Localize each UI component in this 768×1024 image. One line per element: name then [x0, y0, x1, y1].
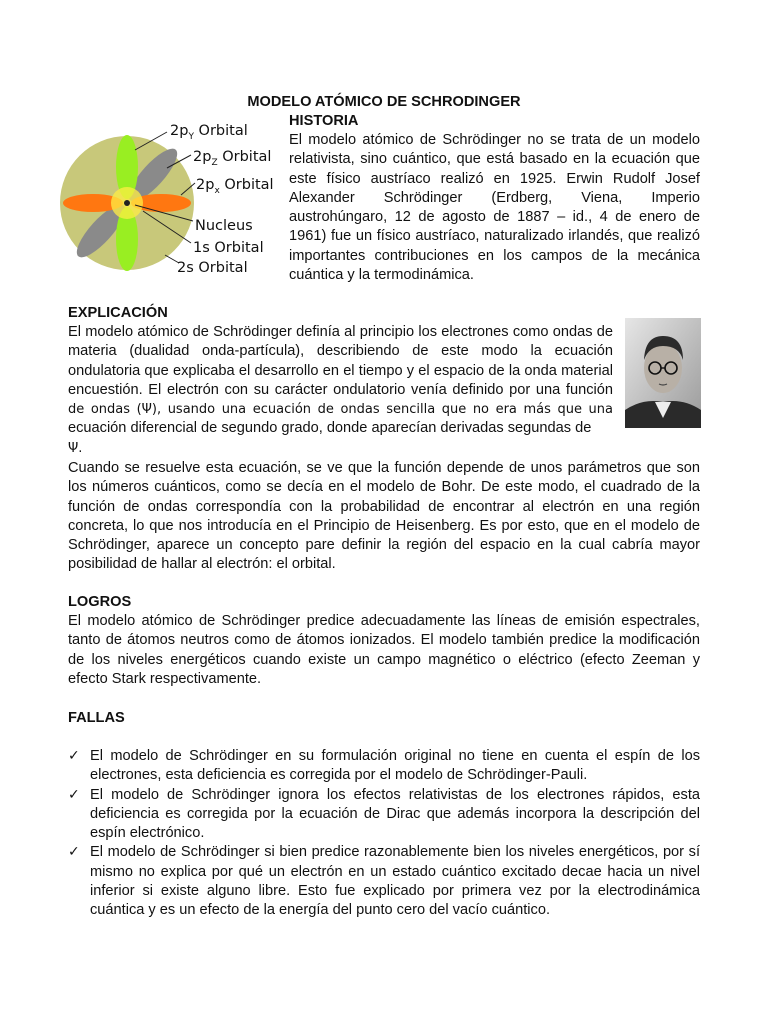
explicacion-text-d: Ψ. [68, 440, 83, 456]
portrait-image [625, 318, 701, 428]
label-1s-orbital: 1s Orbital [193, 240, 264, 256]
explicacion-text-c: ecuación diferencial de segundo grado, donde aparecían derivadas segundas de [68, 420, 592, 437]
label-nucleus: Nucleus [195, 218, 253, 234]
label-2pz-orbital: $2p_Z$ Orbital [193, 149, 272, 168]
list-item [68, 843, 700, 920]
explicacion-paragraph-2: Cuando se resuelve esta ecuación, se ve que la función depende de unos parámetros que son los números cuánticos, como se decía en el modelo de Bohr. De este modo, el cuadrado de la función de ondas correspondía con la probabilidad de encontrar al electrón en una región concreta, lo que nos introducía en el Principio de Heisenberg. Es por esto, que en el modelo de Schrödinger, aparece un concepto pare definir la región del espacio en la cual cabría mayor posibilidad de hallar al electrón: el orbital. [68, 460, 700, 573]
explicacion-text-a: El modelo atómico de Schrödinger definía al principio los electrones como ondas de materia (dualidad onda-partícula), describiendo de este modo la ecuación ondulatoria que explicaba el desarrollo en el tiempo y el espacio de la onda material encuestión. El electrón con su carácter ondulatorio venía definido por una función [68, 324, 613, 398]
historia-heading: HISTORIA [289, 113, 359, 129]
schrodinger-portrait [625, 318, 701, 428]
explicacion-heading: EXPLICACIÓN [68, 305, 168, 321]
list-item [68, 747, 700, 786]
logros-heading: LOGROS [68, 594, 132, 610]
list-item [68, 786, 700, 844]
falla-text: El modelo de Schrödinger en su formulación original no tiene en cuenta el espín de los electrones, esta deficiencia es corregida por el modelo de Schrödinger-Pauli. [90, 748, 700, 784]
orbital-diagram [55, 115, 285, 280]
falla-text: El modelo de Schrödinger ignora los efectos relativistas de los electrones rápidos, esta deficiencia es corregida por la ecuación de Dirac que además incorpora la descripción del espín electrónico. [90, 786, 700, 842]
fallas-heading: FALLAS [68, 710, 125, 726]
nucleus-dot [124, 200, 130, 206]
label-2py-orbital: $2p_Y$ Orbital [170, 123, 248, 142]
logros-paragraph: El modelo atómico de Schrödinger predice adecuadamente las líneas de emisión espectrales, tanto de átomos neutros como de átomos ionizados. El modelo también predice la modificación de los niveles energéticos cuando existe un campo magnético o eléctrico (efecto Zeeman y efecto Stark respectivamente. [68, 613, 700, 687]
falla-text: El modelo de Schrödinger si bien predice razonablemente bien los niveles energéticos, por sí mismo no explica por qué un electrón en un estado cuántico excitado decae hacia un nivel inferior si existe alguno libre. Esto fue explicado por primera vez por la electrodinámica cuántica y es un efecto de la energía del punto cero del vacío cuántico. [90, 844, 700, 919]
explicacion-paragraph-1 [68, 323, 613, 458]
checkmark-icon: ✓ [68, 748, 80, 764]
fallas-list [68, 747, 700, 921]
historia-paragraph: El modelo atómico de Schrödinger no se trata de un modelo relativista, sino cuántico, que está basado en la ecuación que este físico austríaco realizó en 1925. Erwin Rudolf Josef Alexander Schrödinger (Erdberg, Viena, Imperio austrohúngaro, 12 de agosto de 1887 – id., 4 de enero de 1961) fue un físico austríaco, naturalizado irlandés, que realizó importantes contribuciones en los campos de la mecánica cuántica y la termodinámica. [289, 132, 700, 284]
explicacion-text-b: de ondas (Ψ), usando una ecuación de ondas sencilla que no era más que una [68, 402, 613, 418]
checkmark-icon: ✓ [68, 844, 80, 861]
checkmark-icon: ✓ [68, 786, 80, 803]
document-title: MODELO ATÓMICO DE SCHRODINGER [247, 94, 521, 110]
label-2s-orbital: 2s Orbital [177, 260, 248, 276]
label-2px-orbital: $2p_x$ Orbital [196, 177, 274, 196]
